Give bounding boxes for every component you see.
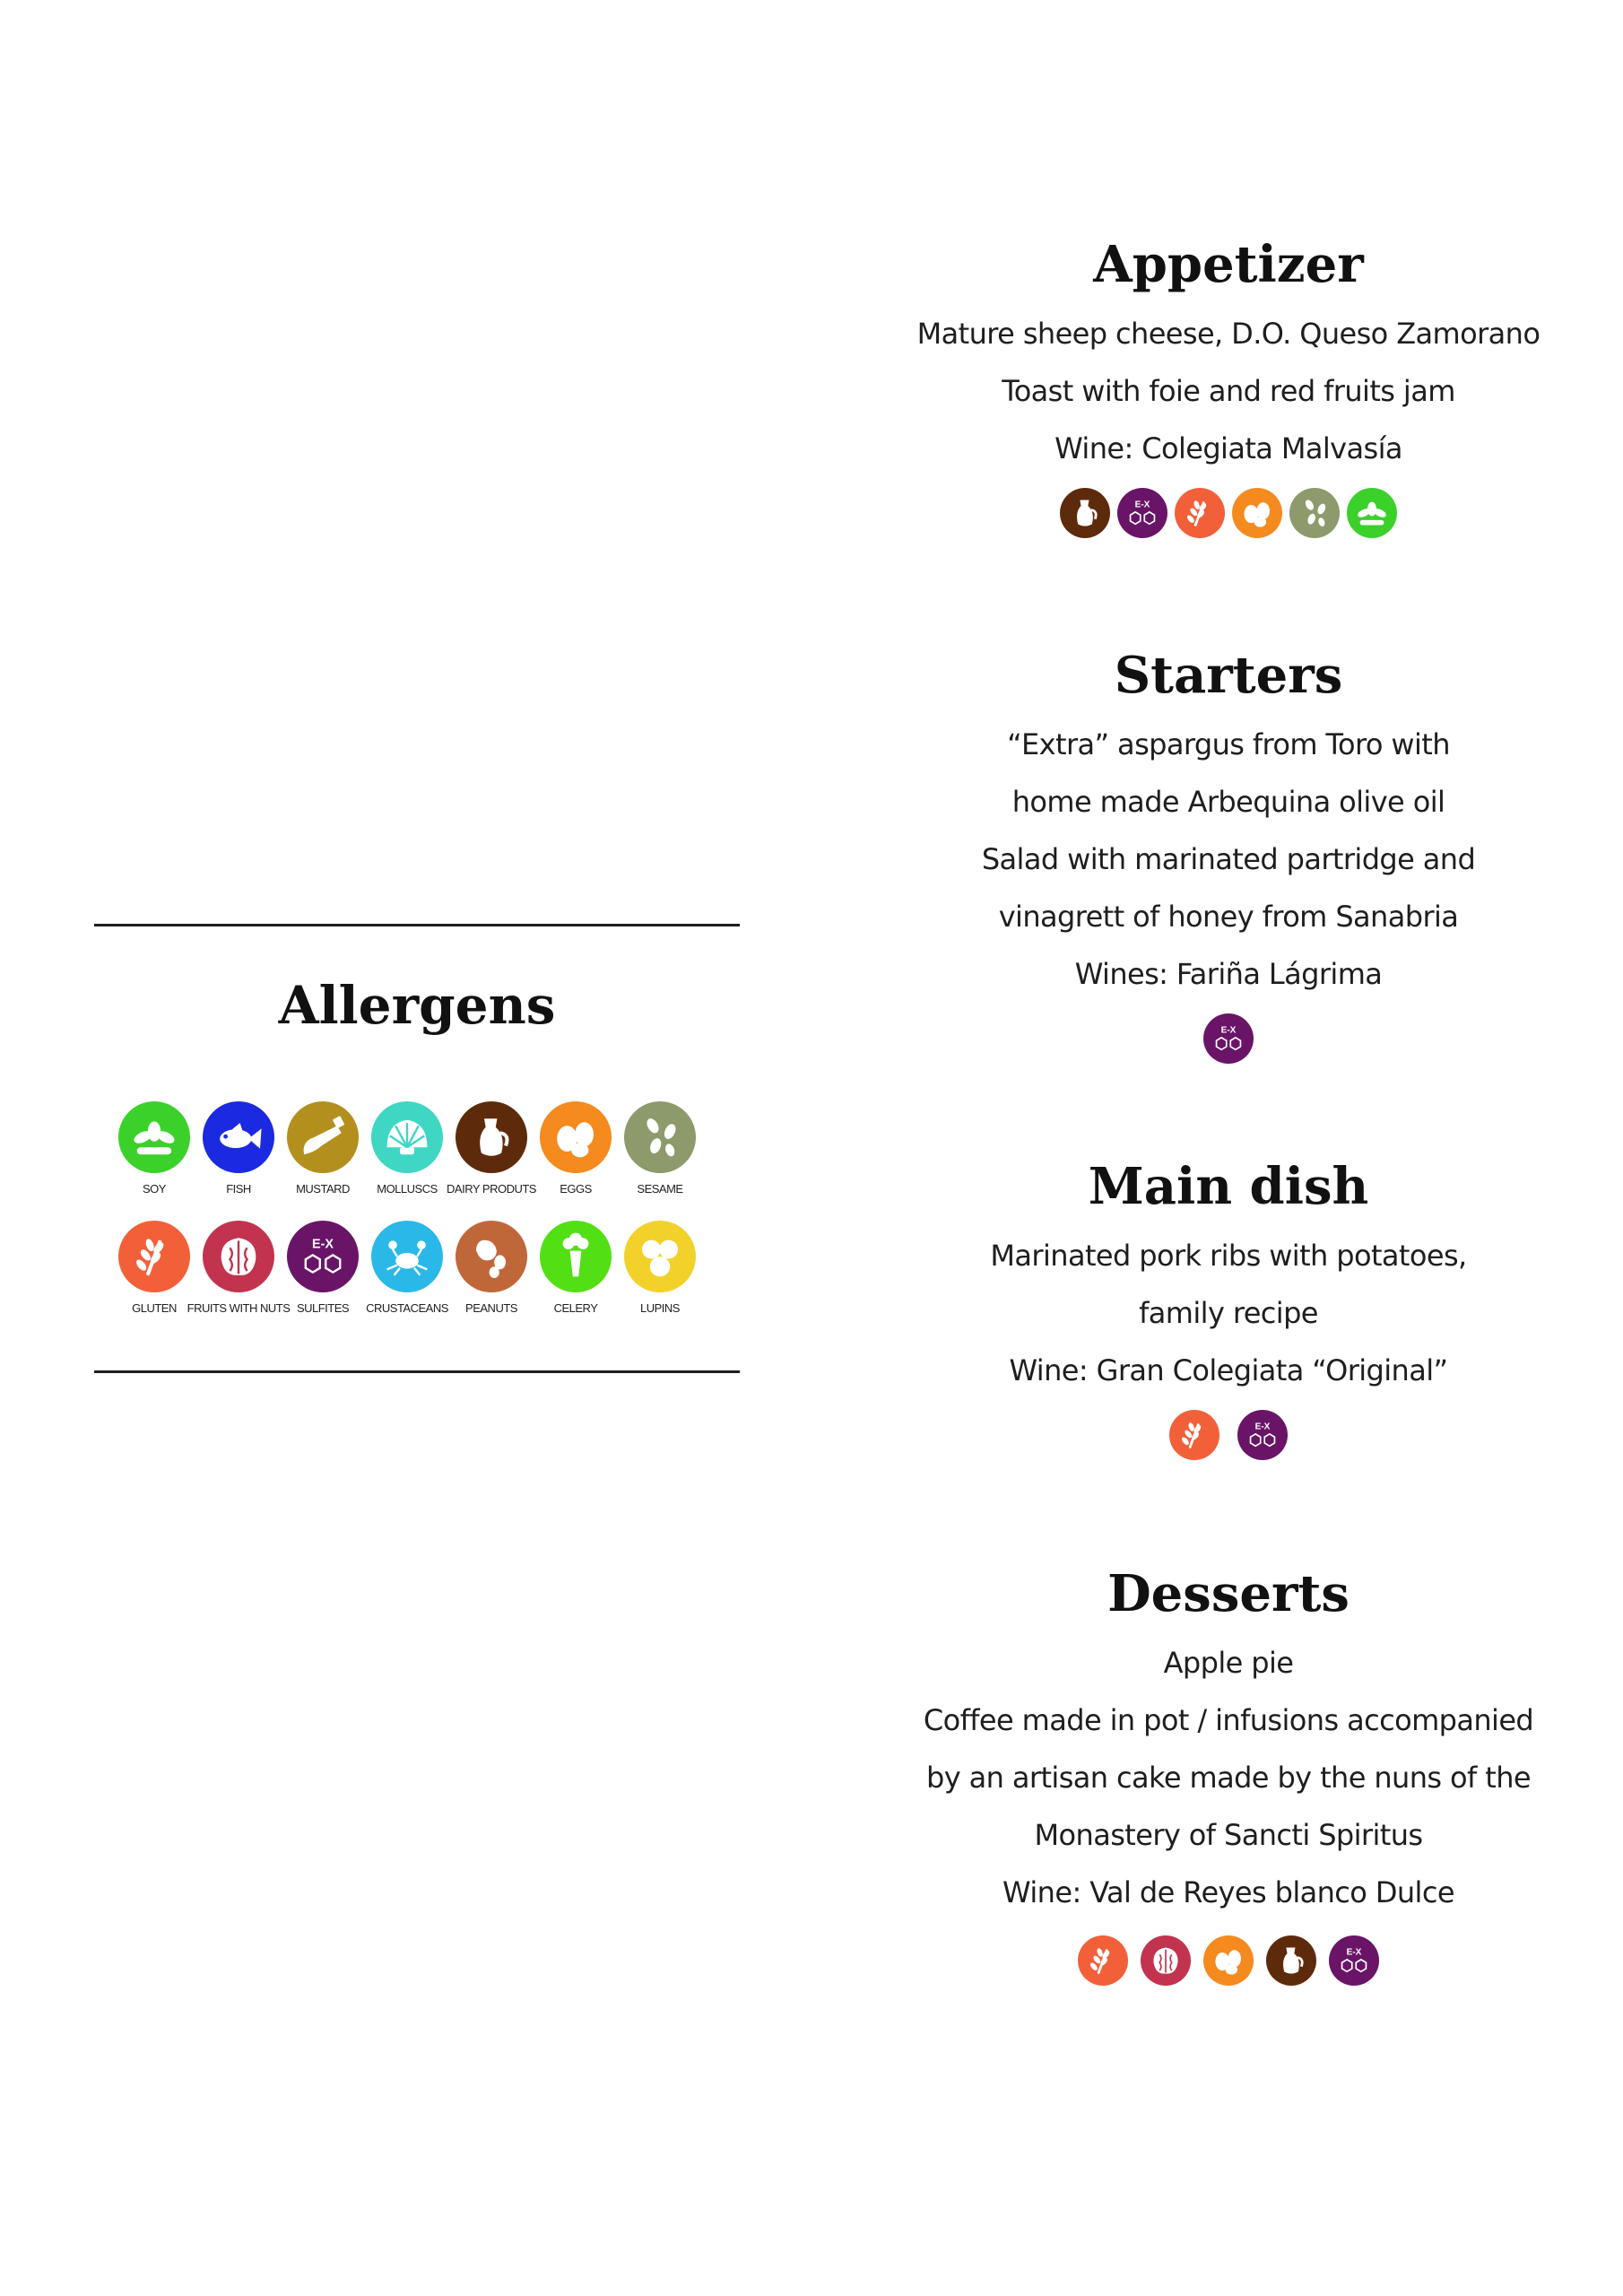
allergen-icons — [897, 488, 1560, 538]
dish-line: Apple pie — [1163, 1646, 1294, 1680]
lupin-icon — [624, 1221, 696, 1292]
allergen-label: SULFITES — [296, 1301, 350, 1315]
svg-text:E-X: E-X — [1134, 500, 1150, 510]
svg-text:E-X: E-X — [1346, 1947, 1362, 1958]
peanut-icon — [456, 1221, 527, 1292]
allergen-legend-peanuts — [449, 1221, 534, 1315]
allergen-label: DAIRY PRODUTS — [447, 1182, 536, 1196]
wheat-icon — [1175, 488, 1225, 538]
course-title: Appetizer — [1093, 235, 1364, 294]
allergen-label: SESAME — [637, 1182, 683, 1196]
sulfites-icon — [1117, 488, 1167, 538]
dish-line: family recipe — [1139, 1296, 1318, 1330]
course-desserts — [897, 1562, 1560, 1986]
dish-line: Marinated pork ribs with potatoes, — [990, 1239, 1467, 1273]
svg-text:E-X: E-X — [1220, 1025, 1237, 1036]
allergen-legend-celery — [534, 1221, 618, 1315]
allergen-label: MOLLUSCS — [377, 1182, 438, 1196]
fish-icon — [203, 1101, 274, 1173]
allergen-label: SOY — [143, 1182, 166, 1196]
sesame-icon — [1289, 488, 1340, 538]
allergen-legend-lupins — [618, 1221, 702, 1315]
course-main-dish — [897, 1155, 1560, 1460]
course-appetizer — [897, 233, 1560, 538]
allergens-title: Allergens — [278, 975, 556, 1036]
sulfites-icon — [1237, 1410, 1288, 1460]
svg-text:E-X: E-X — [312, 1237, 334, 1252]
allergen-legend-crustaceans — [365, 1221, 449, 1315]
allergen-legend — [112, 1101, 722, 1315]
allergen-label: FISH — [226, 1182, 251, 1196]
allergen-legend-gluten — [112, 1221, 196, 1315]
allergen-legend-mustard — [281, 1101, 365, 1196]
allergen-label: GLUTEN — [132, 1301, 177, 1315]
walnut-icon — [203, 1221, 274, 1292]
dish-line: home made Arbequina olive oil — [1011, 785, 1445, 819]
dish-line: Monastery of Sancti Spiritus — [1034, 1818, 1423, 1852]
walnut-icon — [1141, 1935, 1191, 1986]
allergens-panel — [94, 924, 740, 1372]
svg-text:E-X: E-X — [1254, 1422, 1271, 1432]
allergen-legend-dairy — [449, 1101, 534, 1196]
allergen-label: CELERY — [553, 1301, 598, 1315]
dish-line: “Extra” aspargus from Toro with — [1007, 727, 1450, 761]
wine-line: Wine: Colegiata Malvasía — [1055, 431, 1402, 465]
wine-line: Wine: Val de Reyes blanco Dulce — [1002, 1875, 1454, 1909]
allergen-label: MUSTARD — [296, 1182, 350, 1196]
dish-line: Toast with foie and red fruits jam — [1002, 374, 1455, 408]
sulfites-icon — [1203, 1013, 1254, 1064]
allergen-label: CRUSTACEANS — [366, 1301, 448, 1315]
course-lines — [897, 1634, 1560, 1921]
allergen-label: EGGS — [560, 1182, 592, 1196]
sesame-icon — [624, 1101, 696, 1173]
wheat-icon — [118, 1221, 190, 1292]
allergen-label: FRUITS WITH NUTS — [187, 1301, 291, 1315]
allergen-icons — [897, 1935, 1560, 1986]
milk-jug-icon — [1266, 1935, 1316, 1986]
divider-top — [94, 924, 740, 926]
course-title: Starters — [1114, 646, 1343, 705]
allergen-legend-sesame — [618, 1101, 702, 1196]
allergen-legend-soy — [112, 1101, 196, 1196]
milk-jug-icon — [456, 1101, 527, 1173]
allergen-legend-nuts — [187, 1221, 291, 1315]
course-title: Desserts — [1107, 1564, 1350, 1623]
wine-line: Wines: Fariña Lágrima — [1074, 957, 1383, 991]
course-starters — [897, 644, 1560, 1064]
dish-line: vinagrett of honey from Sanabria — [998, 900, 1459, 934]
mustard-icon — [287, 1101, 359, 1173]
dish-line: Mature sheep cheese, D.O. Queso Zamorano — [916, 317, 1541, 351]
allergen-icons — [897, 1410, 1560, 1460]
allergen-legend-fish — [196, 1101, 281, 1196]
course-title: Main dish — [1088, 1157, 1369, 1216]
soy-icon — [118, 1101, 190, 1173]
divider-bottom — [94, 1370, 740, 1373]
allergen-legend-molluscs — [365, 1101, 449, 1196]
allergen-legend-sulfites — [281, 1221, 365, 1315]
allergen-label: LUPINS — [640, 1301, 680, 1315]
sulfites-icon — [1329, 1935, 1379, 1986]
shell-icon — [371, 1101, 443, 1173]
course-lines — [897, 1227, 1560, 1399]
wheat-icon — [1078, 1935, 1128, 1986]
sulfites-icon — [287, 1221, 359, 1292]
eggs-icon — [540, 1101, 612, 1173]
dish-line: by an artisan cake made by the nuns of the — [926, 1761, 1531, 1795]
wheat-icon — [1169, 1410, 1219, 1460]
allergen-legend-eggs — [534, 1101, 618, 1196]
dish-line: Salad with marinated partridge and — [981, 842, 1476, 876]
dish-line: Coffee made in pot / infusions accompanied — [923, 1703, 1534, 1737]
soy-icon — [1347, 488, 1397, 538]
celery-icon — [540, 1221, 612, 1292]
milk-jug-icon — [1060, 488, 1110, 538]
course-lines — [897, 305, 1560, 477]
allergen-icons — [897, 1013, 1560, 1064]
wine-line: Wine: Gran Colegiata “Original” — [1009, 1353, 1448, 1387]
allergen-label: PEANUTS — [465, 1301, 517, 1315]
eggs-icon — [1203, 1935, 1254, 1986]
course-lines — [897, 716, 1560, 1003]
eggs-icon — [1232, 488, 1282, 538]
crab-icon — [371, 1221, 443, 1292]
